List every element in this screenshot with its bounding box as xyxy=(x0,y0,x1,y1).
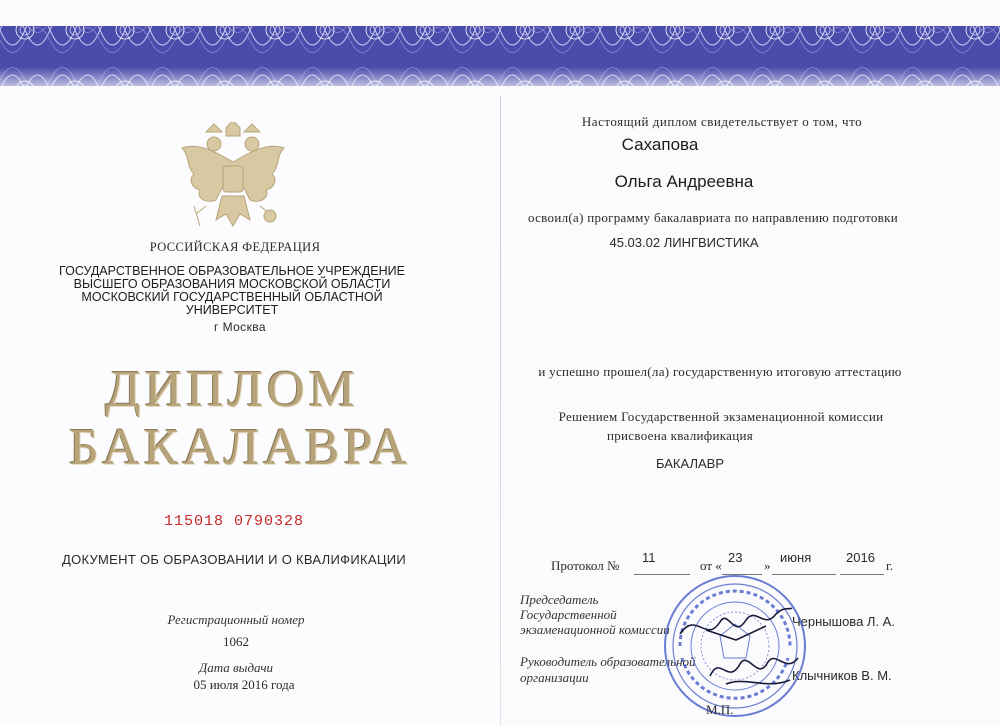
head-title-line: Руководитель образовательной xyxy=(520,654,696,669)
program-mastered-text: освоил(а) программу бакалавриата по направлению подготовки xyxy=(527,210,899,225)
chair-name: Чернышова Л. А. xyxy=(792,614,895,629)
serial-number: 115018 0790328 xyxy=(163,513,305,530)
surname: Сахапова xyxy=(621,135,699,154)
registration-number: 1062 xyxy=(223,634,249,649)
city: г Москва xyxy=(214,320,266,334)
head-title-line: организации xyxy=(520,670,589,685)
chair-title-line: Государственной xyxy=(520,607,617,622)
certifies-text: Настоящий диплом свидетельствует о том, что xyxy=(581,114,863,129)
program-name: 45.03.02 ЛИНГВИСТИКА xyxy=(609,235,759,250)
chair-signature xyxy=(676,600,796,650)
attestation-text: и успешно прошел(ла) государственную итоговую аттестацию xyxy=(538,364,902,379)
protocol-date-close: » xyxy=(764,558,771,573)
protocol-year-suffix: г. xyxy=(886,558,894,573)
protocol-number: 11 xyxy=(642,550,656,565)
institution-line: МОСКОВСКИЙ ГОСУДАРСТВЕННЫЙ ОБЛАСТНОЙ xyxy=(81,290,383,304)
protocol-day: 23 xyxy=(728,550,743,565)
document-type: ДОКУМЕНТ ОБ ОБРАЗОВАНИИ И О КВАЛИФИКАЦИИ xyxy=(61,552,407,567)
institution-line: ВЫСШЕГО ОБРАЗОВАНИЯ МОСКОВСКОЙ ОБЛАСТИ xyxy=(73,277,391,291)
protocol-year-line xyxy=(840,573,884,575)
protocol-month: июня xyxy=(780,550,812,565)
protocol-date-open: от « xyxy=(700,558,722,573)
given-names: Ольга Андреевна xyxy=(614,172,754,191)
institution-line: УНИВЕРСИТЕТ xyxy=(185,303,279,317)
chair-title-line: экзаменационной комиссии xyxy=(520,622,670,637)
issue-date-value: 05 июля 2016 года xyxy=(193,677,295,692)
commission-decision-line2: присвоена квалификация xyxy=(606,428,754,443)
chair-title-line: Председатель xyxy=(520,592,599,607)
head-signature xyxy=(706,646,806,696)
head-name: Клычников В. М. xyxy=(792,668,892,683)
registration-label: Регистрационный номер xyxy=(167,612,305,627)
issue-date-label: Дата выдачи xyxy=(198,660,274,675)
title-diploma: ДИПЛОМ xyxy=(105,361,359,418)
qualification: БАКАЛАВР xyxy=(656,456,724,471)
protocol-label: Протокол № xyxy=(551,558,620,573)
institution-name xyxy=(59,265,405,317)
stamp-place-label: М.П. xyxy=(706,702,734,717)
page-fold xyxy=(500,96,501,726)
country-name: РОССИЙСКАЯ ФЕДЕРАЦИЯ xyxy=(149,240,321,254)
double-headed-eagle-emblem xyxy=(176,122,290,234)
institution-line: ГОСУДАРСТВЕННОЕ ОБРАЗОВАТЕЛЬНОЕ УЧРЕЖДЕНИЕ xyxy=(59,264,405,278)
title-bachelor: БАКАЛАВРА xyxy=(68,419,412,476)
commission-decision-line1: Решением Государственной экзаменационной комиссии xyxy=(558,409,884,424)
protocol-year: 2016 xyxy=(846,550,875,565)
guilloche-band xyxy=(0,0,1000,96)
chair-title xyxy=(520,592,670,637)
